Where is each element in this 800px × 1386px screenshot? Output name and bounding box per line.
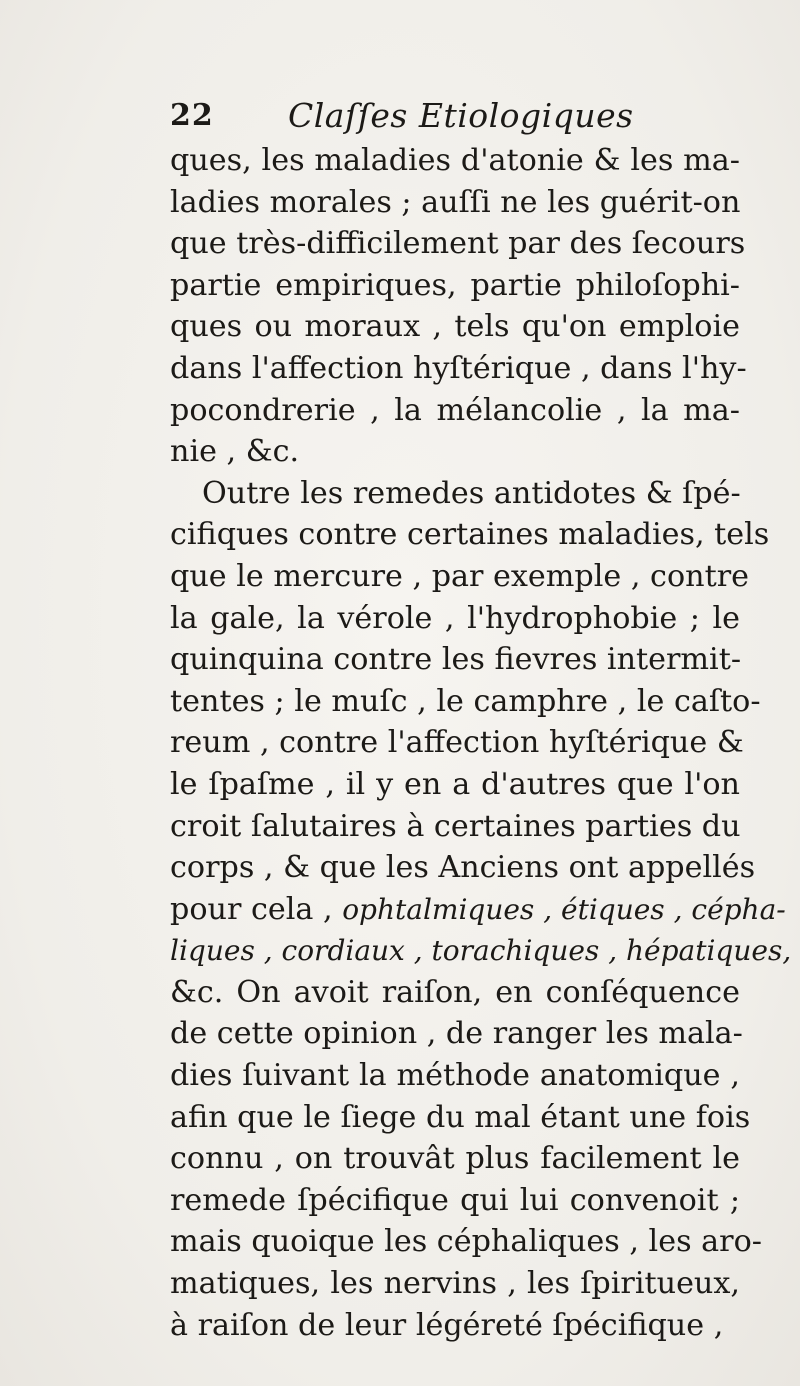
text-line-mixed xyxy=(170,889,786,931)
text-line: remede ſpécifique qui lui convenoit ; xyxy=(170,1182,740,1218)
text-line: afin que le ſiege du mal étant une fois xyxy=(170,1099,751,1135)
text-line: que très-difficilement par des ſecours xyxy=(170,226,746,262)
text-line: nie , &c. xyxy=(170,434,300,470)
text-line: corps , & que les Anciens ont appellés xyxy=(170,850,756,886)
text-line: matiques, les nervins , les ſpiritueux, xyxy=(170,1266,740,1302)
italic-terms: cordiaux , torachiques , hépatiques, xyxy=(281,934,792,968)
text-line: connu , on trouvât plus facilement le xyxy=(170,1141,740,1177)
text-line: le ſpaſme , il y en a d'autres que l'on xyxy=(170,766,740,802)
text-line: pocondrerie , la mélancolie , la ma- xyxy=(170,392,740,428)
text-segment: pour cela , xyxy=(170,891,343,927)
paragraph-start-line: Outre les remedes antidotes & ſpé- xyxy=(202,475,741,511)
text-line: mais quoique les céphaliques , les aro- xyxy=(170,1224,762,1260)
text-line: quinquina contre les fievres intermit- xyxy=(170,642,742,678)
text-line: cifiques contre certaines maladies, tels xyxy=(170,517,770,553)
text-line: à raiſon de leur légéreté ſpécifique , xyxy=(170,1307,724,1343)
body-text xyxy=(170,140,792,1346)
text-line: partie empiriques, partie philoſophi- xyxy=(170,267,740,303)
text-line: ques ou moraux , tels qu'on emploie xyxy=(170,309,740,345)
italic-terms: ophtalmiques , étiques , cépha- xyxy=(342,892,786,926)
text-line: dans l'affection hyſtérique , dans l'hy- xyxy=(170,350,747,386)
text-line: &c. On avoit raiſon, en conſéquence xyxy=(170,974,740,1010)
text-line: ladies morales ; auſſi ne les guérit-on xyxy=(170,184,741,220)
page-number: 22 xyxy=(170,98,214,133)
text-line: tentes ; le muſc , le camphre , le caſto- xyxy=(170,683,761,719)
text-line: la gale, la vérole , l'hydrophobie ; le xyxy=(170,600,740,636)
page-header xyxy=(170,98,770,142)
running-title: Claſſes Etiologiques xyxy=(288,96,634,135)
text-line: reum , contre l'affection hyſtérique & xyxy=(170,725,744,761)
text-line: croit ſalutaires à certaines parties du xyxy=(170,808,741,844)
text-line: que le mercure , par exemple , contre xyxy=(170,558,750,594)
text-line: de cette opinion , de ranger les mala- xyxy=(170,1016,743,1052)
text-line: ques, les maladies d'atonie & les ma- xyxy=(170,143,740,178)
text-line-mixed xyxy=(170,930,792,972)
text-line: dies ſuivant la méthode anatomique , xyxy=(170,1058,740,1094)
text-segment: liques , xyxy=(170,934,282,968)
